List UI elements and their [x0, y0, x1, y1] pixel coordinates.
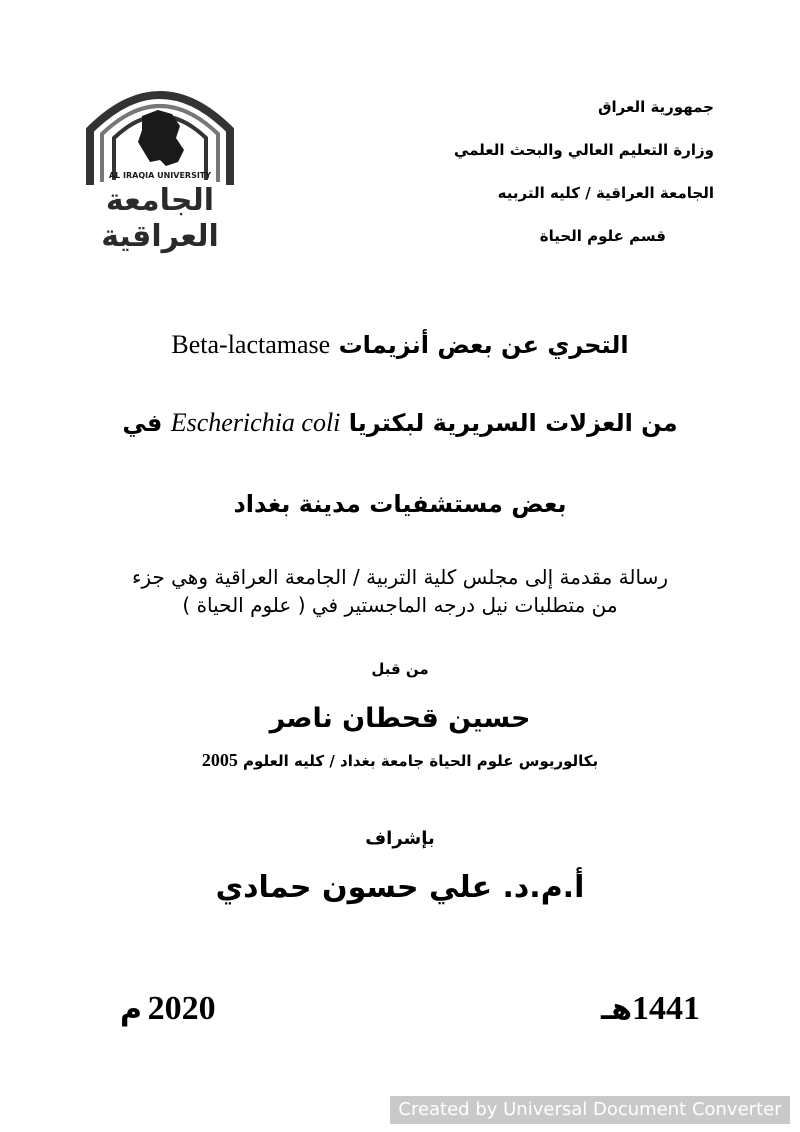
- university-seal-icon: [80, 70, 240, 260]
- logo-english-text: AL IRAQIA UNIVERSITY: [108, 171, 212, 180]
- title-line1-arabic: التحري عن بعض أنزيمات: [338, 331, 629, 359]
- by-label: من قبل: [371, 660, 429, 678]
- hijri-date: [601, 990, 700, 1028]
- hijri-suffix: هـ: [600, 992, 632, 1027]
- degree-text: بكالوريوس علوم الحياة جامعة بغداد / كليه العلوم: [243, 752, 599, 770]
- thesis-title-line3: بعض مستشفيات مدينة بغداد: [233, 490, 567, 518]
- ministry-name: وزارة التعليم العالي والبحث العلمي: [453, 141, 714, 159]
- title-line2-arabic-a: من العزلات السريرية لبكتريا: [348, 409, 678, 437]
- title-line2-arabic-b: في: [122, 409, 163, 437]
- hijri-year: 1441: [632, 990, 700, 1027]
- title-line1-latin: Beta-lactamase: [171, 330, 331, 359]
- gregorian-date: [120, 990, 216, 1028]
- department-name: قسم علوم الحياة: [539, 227, 666, 245]
- submission-line2: من متطلبات نيل درجه الماجستير في ( علوم الحياة ): [182, 593, 618, 617]
- country-name: جمهورية العراق: [598, 98, 714, 116]
- submission-statement: [0, 563, 800, 619]
- degree-year: 2005: [201, 750, 238, 770]
- institution-header: [384, 96, 714, 268]
- converter-watermark: Created by Universal Document Converter: [390, 1096, 790, 1124]
- university-college: الجامعة العراقية / كليه التربيه: [497, 184, 714, 202]
- supervisor-name: أ.م.د. علي حسون حمادي: [215, 870, 585, 905]
- thesis-title-line1: [0, 330, 800, 360]
- title-line2-latin: Escherichia coli: [170, 408, 341, 437]
- logo-arabic-line2: العراقية: [101, 219, 219, 254]
- author-degree: [0, 750, 800, 771]
- logo-arabic-line1: الجامعة: [105, 183, 215, 218]
- gregorian-year: 2020: [147, 990, 216, 1027]
- author-name: حسين قحطان ناصر: [269, 703, 531, 734]
- submission-line1: رسالة مقدمة إلى مجلس كلية التربية / الجامعة العراقية وهي جزء: [131, 565, 669, 589]
- supervision-label: بإشراف: [365, 828, 435, 849]
- gregorian-suffix: م: [120, 992, 142, 1027]
- university-logo: [80, 70, 240, 260]
- thesis-title-line2: [0, 408, 800, 438]
